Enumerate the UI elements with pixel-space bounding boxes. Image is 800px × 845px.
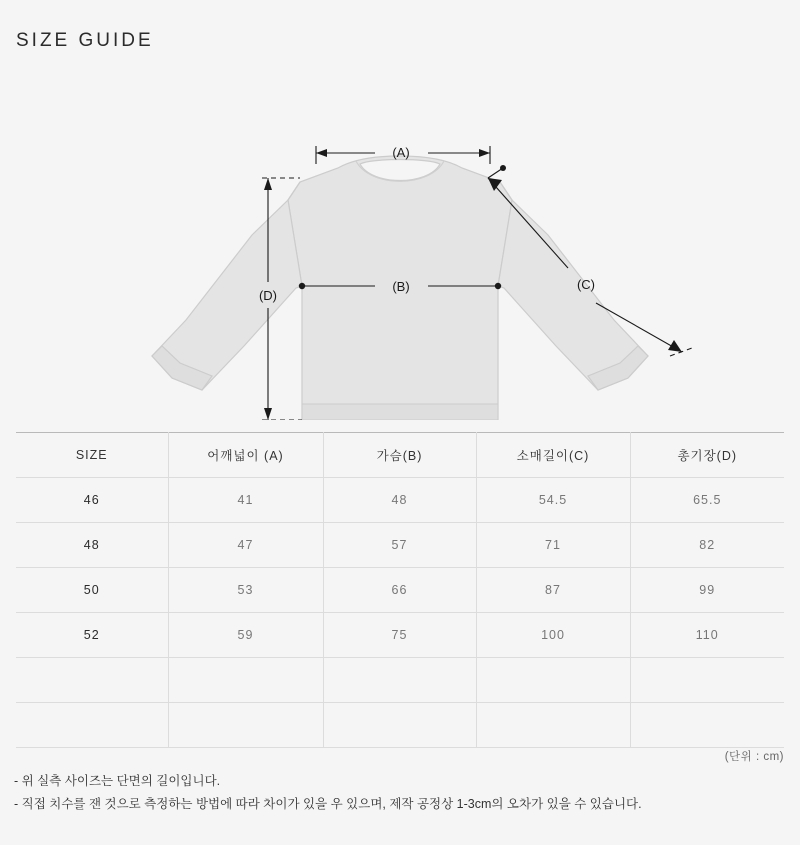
cell-shoulder (168, 703, 323, 748)
cell-size: 50 (16, 568, 168, 613)
table-row (16, 523, 784, 568)
cell-size: 48 (16, 523, 168, 568)
cell-length: 65.5 (630, 478, 784, 523)
cell-chest (323, 658, 476, 703)
cell-sleeve (476, 703, 630, 748)
cell-chest: 75 (323, 613, 476, 658)
column-header-length: 총기장(D) (630, 433, 784, 478)
cell-shoulder: 53 (168, 568, 323, 613)
cell-sleeve: 54.5 (476, 478, 630, 523)
table-row (16, 613, 784, 658)
table-header-row (16, 433, 784, 478)
unit-note: (단위 : cm) (724, 751, 784, 763)
cell-length: 82 (630, 523, 784, 568)
cell-shoulder: 59 (168, 613, 323, 658)
label-d: (D) (258, 288, 278, 303)
note-line-2: - 직접 치수를 잰 것으로 측정하는 방법에 따라 차이가 있을 우 있으며, 제작 공정상 1-3cm의 오차가 있을 수 있습니다. (14, 797, 642, 812)
cell-chest: 48 (323, 478, 476, 523)
column-header-size: SIZE (16, 433, 168, 478)
cell-length (630, 703, 784, 748)
cell-sleeve: 87 (476, 568, 630, 613)
cell-size (16, 658, 168, 703)
label-a: (A) (392, 145, 410, 160)
size-table (16, 432, 784, 748)
page-title: SIZE GUIDE (16, 30, 154, 51)
cell-sleeve: 100 (476, 613, 630, 658)
column-header-sleeve: 소매길이(C) (476, 433, 630, 478)
label-c: (C) (576, 277, 596, 292)
cell-length: 110 (630, 613, 784, 658)
table-row (16, 568, 784, 613)
cell-shoulder (168, 658, 323, 703)
size-diagram (0, 60, 800, 420)
cell-sleeve: 71 (476, 523, 630, 568)
notes-block (14, 770, 784, 816)
cell-chest (323, 703, 476, 748)
table-row (16, 703, 784, 748)
cell-chest: 57 (323, 523, 476, 568)
cell-size: 46 (16, 478, 168, 523)
cell-size: 52 (16, 613, 168, 658)
cell-shoulder: 47 (168, 523, 323, 568)
cell-sleeve (476, 658, 630, 703)
cell-chest: 66 (323, 568, 476, 613)
cell-length: 99 (630, 568, 784, 613)
cell-length (630, 658, 784, 703)
label-b: (B) (392, 279, 410, 294)
table-row (16, 658, 784, 703)
cell-shoulder: 41 (168, 478, 323, 523)
column-header-shoulder: 어깨넓이 (A) (168, 433, 323, 478)
size-table-container (16, 432, 784, 748)
table-row (16, 478, 784, 523)
column-header-chest: 가슴(B) (323, 433, 476, 478)
note-line-1: - 위 실측 사이즈는 단면의 길이입니다. (14, 774, 221, 788)
cell-size (16, 703, 168, 748)
